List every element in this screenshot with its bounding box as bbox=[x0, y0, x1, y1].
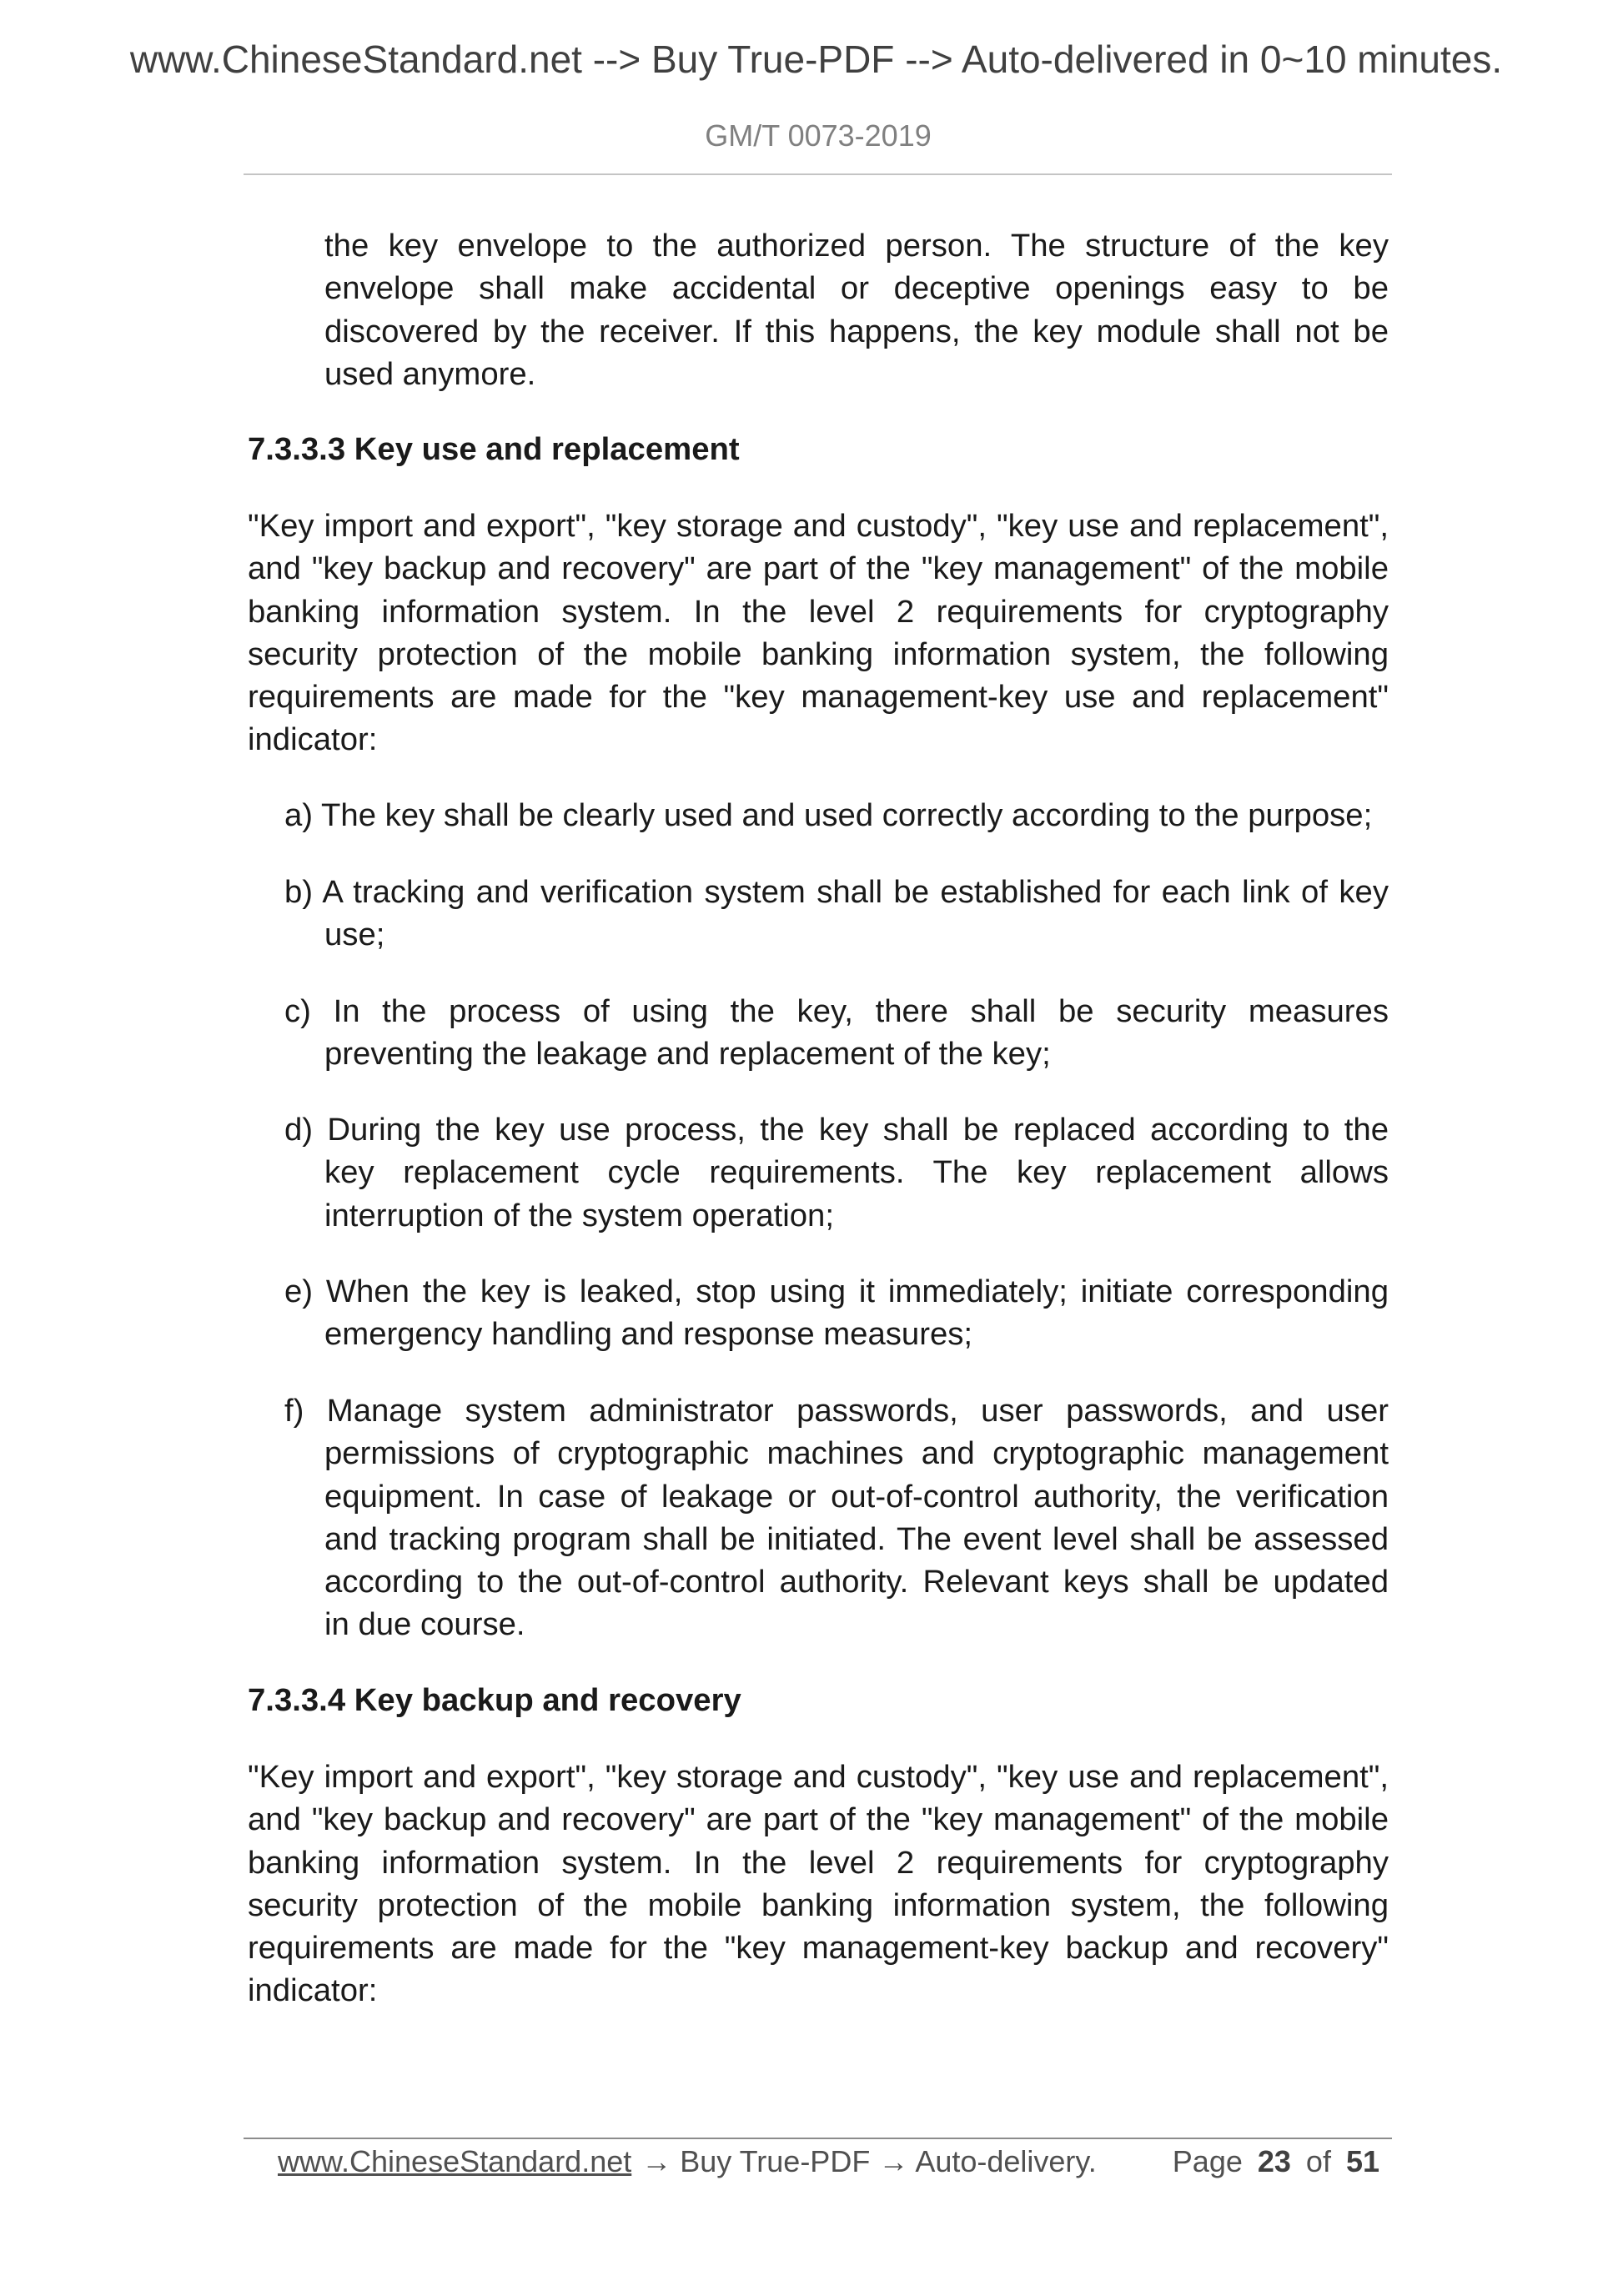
page-footer bbox=[244, 2139, 1392, 2184]
list-item-line: f) Manage system administrator passwords, user passwords, and user bbox=[284, 1393, 1389, 1429]
list-item-line: c) In the process of using the key, there shall be security measures bbox=[284, 993, 1389, 1029]
paragraph-line: envelope shall make accidental or deceptive openings easy to be bbox=[324, 270, 1389, 307]
paragraph-line: discovered by the receiver. If this happens, the key module shall not be bbox=[324, 313, 1389, 349]
of-label: of bbox=[1305, 2144, 1331, 2178]
list-item-d bbox=[284, 1108, 1389, 1237]
page-indicator bbox=[1173, 2139, 1379, 2184]
paragraph-line: security protection of the mobile banking information system, the following bbox=[248, 636, 1389, 672]
list-item-line: d) During the key use process, the key shall be replaced according to the bbox=[284, 1112, 1389, 1148]
paragraph-line: security protection of the mobile banking information system, the following bbox=[248, 1887, 1389, 1923]
paragraph-line: requirements are made for the "key management-key use and replacement" bbox=[248, 679, 1389, 716]
intro-paragraph bbox=[324, 224, 1389, 395]
list-item-line: preventing the leakage and replacement of the key; bbox=[324, 1036, 1051, 1073]
list-item-e bbox=[284, 1270, 1389, 1356]
footer-left-group bbox=[278, 2139, 1097, 2184]
list-item-a bbox=[284, 794, 1389, 837]
paragraph-line: indicator: bbox=[248, 721, 378, 758]
list-item-f bbox=[284, 1389, 1389, 1646]
header-divider bbox=[244, 173, 1392, 175]
list-item-b bbox=[284, 871, 1389, 957]
section-heading-key-backup bbox=[248, 1679, 1389, 1721]
footer-tagline: → Buy True-PDF → Auto-delivery. bbox=[641, 2144, 1097, 2178]
paragraph-line: requirements are made for the "key management-key backup and recovery" bbox=[248, 1930, 1389, 1967]
list-item-line: a) The key shall be clearly used and used correctly according to the purpose; bbox=[284, 797, 1373, 833]
current-page-number: 23 bbox=[1257, 2144, 1291, 2178]
paragraph-line: used anymore. bbox=[324, 355, 536, 392]
list-item-c bbox=[284, 990, 1389, 1076]
total-page-count: 51 bbox=[1345, 2144, 1379, 2178]
list-item-line: e) When the key is leaked, stop using it immediately; initiate corresponding bbox=[284, 1274, 1389, 1309]
paragraph-line: banking information system. In the level 2 requirements for cryptography bbox=[248, 593, 1389, 630]
list-item-line: use; bbox=[324, 917, 385, 953]
document-code: GM/T 0073-2019 bbox=[705, 118, 932, 153]
footer-site-link[interactable]: www.ChineseStandard.net bbox=[278, 2144, 632, 2178]
list-item-line: equipment. In case of leakage or out-of-control authority, the verification bbox=[324, 1478, 1389, 1515]
paragraph-line: indicator: bbox=[248, 1972, 378, 2009]
page-label: Page bbox=[1172, 2144, 1243, 2178]
section-heading: 7.3.3.4 Key backup and recovery bbox=[248, 1682, 741, 1718]
list-item-line: in due course. bbox=[324, 1606, 525, 1643]
paragraph-line: "Key import and export", "key storage and custody", "key use and replacement", bbox=[248, 508, 1389, 544]
section-heading: 7.3.3.3 Key use and replacement bbox=[248, 431, 740, 467]
list-item-line: b) A tracking and verification system shall be established for each link of key bbox=[284, 874, 1389, 910]
section-heading-key-use bbox=[248, 428, 1389, 470]
paragraph-line: banking information system. In the level 2 requirements for cryptography bbox=[248, 1844, 1389, 1881]
header-banner: www.ChineseStandard.net --> Buy True-PDF --> Auto-delivered in 0~10 minutes. bbox=[129, 38, 1503, 81]
list-item-line: interruption of the system operation; bbox=[324, 1197, 834, 1233]
paragraph-line: the key envelope to the authorized person. The structure of the key bbox=[324, 228, 1389, 264]
list-item-line: and tracking program shall be initiated. The event level shall be assessed bbox=[324, 1520, 1389, 1557]
paragraph-line: and "key backup and recovery" are part of the "key management" of the mobile bbox=[248, 1801, 1389, 1838]
paragraph-line: "Key import and export", "key storage and custody", "key use and replacement", bbox=[248, 1759, 1389, 1795]
key-backup-paragraph bbox=[248, 1756, 1389, 2012]
key-use-paragraph bbox=[248, 505, 1389, 761]
paragraph-line: and "key backup and recovery" are part of the "key management" of the mobile bbox=[248, 550, 1389, 587]
list-item-line: emergency handling and response measures; bbox=[324, 1316, 973, 1353]
list-item-line: permissions of cryptographic machines and cryptographic management bbox=[324, 1435, 1389, 1472]
list-item-line: key replacement cycle requirements. The key replacement allows bbox=[324, 1154, 1389, 1191]
list-item-line: according to the out-of-control authority. Relevant keys shall be updated bbox=[324, 1564, 1389, 1600]
